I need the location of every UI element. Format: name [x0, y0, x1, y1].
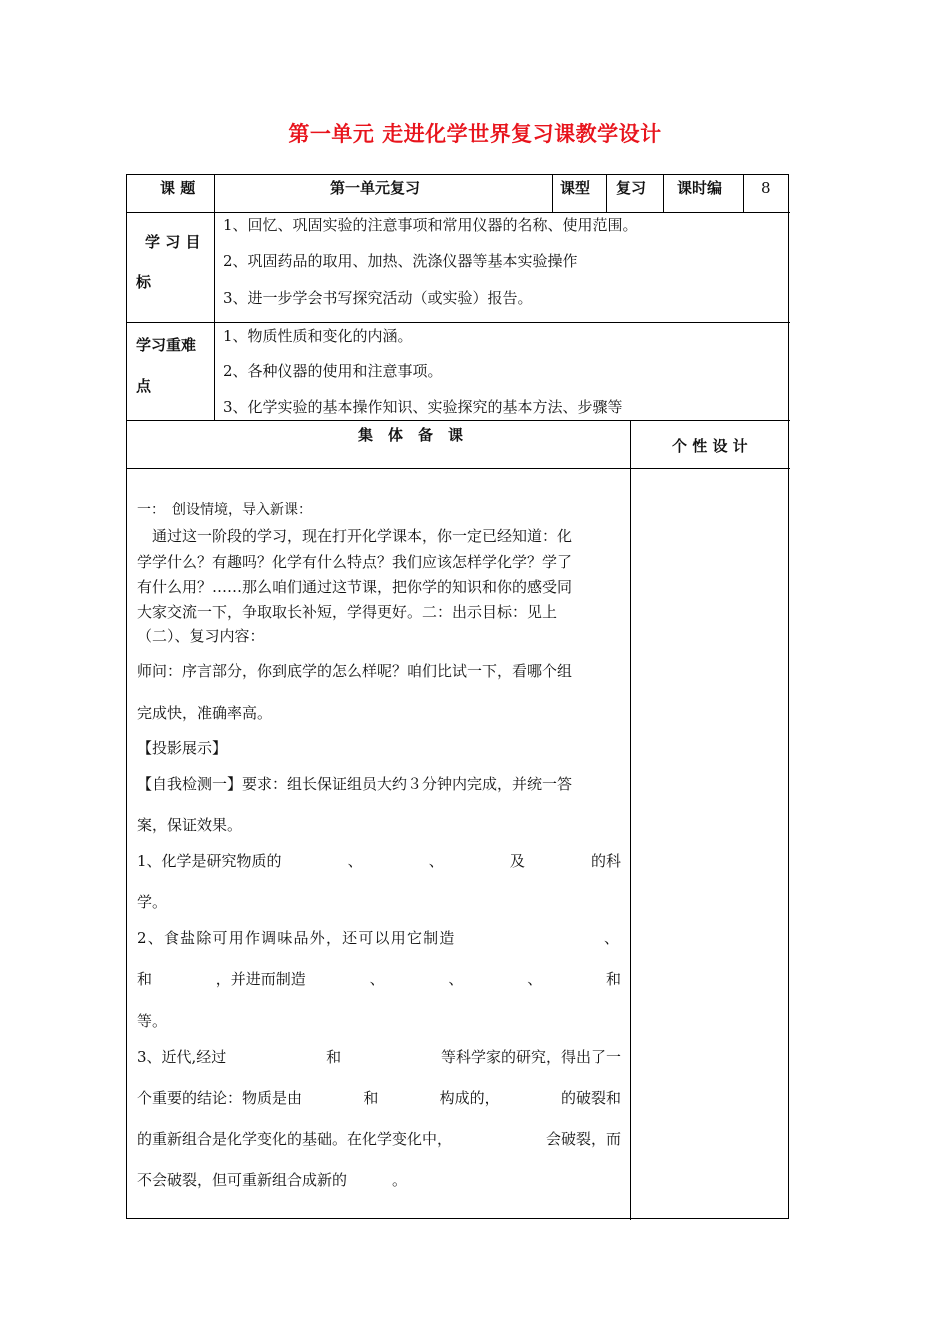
- objective-item: 3、进一步学会书写探究活动（或实验）报告。: [223, 289, 533, 307]
- collective-header: 集 体 备 课: [358, 426, 464, 444]
- self-check-cont: 案，保证效果。: [137, 816, 243, 834]
- question-1: 1、化学是研究物质的 、 、 及 的科: [137, 852, 621, 870]
- objective-item: 2、巩固药品的取用、加热、洗涤仪器等基本实验操作: [223, 252, 578, 270]
- personal-header: 个 性 设 计: [672, 437, 748, 455]
- intro-line: 学学什么？有趣吗？化学有什么特点？我们应该怎样学化学？学了: [137, 553, 573, 571]
- question-2: 2、食盐除可用作调味品外，还可以用它制造: [137, 929, 456, 947]
- topic-value: 第一单元复习: [330, 179, 421, 197]
- objective-item: 1、回忆、巩固实验的注意事项和常用仪器的名称、使用范围。: [223, 216, 638, 234]
- intro-heading: 一： 创设情境，导入新课：: [137, 502, 312, 518]
- intro-line: （二）、复习内容：: [137, 627, 265, 645]
- keypoint-item: 2、各种仪器的使用和注意事项。: [223, 362, 443, 380]
- intro-line: 大家交流一下，争取取长补短，学得更好。二：出示目标：见上: [137, 603, 558, 621]
- keypoint-item: 3、化学实验的基本操作知识、实验探究的基本方法、步骤等: [223, 398, 623, 416]
- period-label: 课时编: [677, 179, 723, 197]
- teacher-question-cont: 完成快，准确率高。: [137, 704, 273, 722]
- projection-label: 【投影展示】: [137, 739, 228, 757]
- question-2-line2: 和 ，并进而制造 、 、 、 和: [137, 970, 621, 988]
- question-3: 3、近代,经过 和 等科学家的研究，得出了一: [137, 1048, 621, 1066]
- period-value: 8: [761, 179, 771, 197]
- objectives-label-line2: 标: [136, 273, 152, 291]
- document-title: 第一单元 走进化学世界复习课教学设计: [288, 121, 662, 146]
- question-3-line4: 不会破裂，但可重新组合成新的 。: [137, 1171, 408, 1189]
- question-2-tail: 等。: [137, 1012, 168, 1030]
- question-3-line2: 个重要的结论：物质是由 和 构成的， 的破裂和: [137, 1089, 621, 1107]
- intro-line: 通过这一阶段的学习，现在打开化学课本，你一定已经知道：化: [137, 527, 573, 545]
- intro-line: 有什么用？……那么咱们通过这节课，把你学的知识和你的感受同: [137, 578, 573, 596]
- topic-label: 课 题: [160, 179, 196, 197]
- question-1-tail: 学。: [137, 893, 168, 911]
- keypoint-item: 1、物质性质和变化的内涵。: [223, 327, 413, 345]
- self-check-heading: 【自我检测一】要求：组长保证组员大约３分钟内完成，并统一答: [137, 775, 573, 793]
- teacher-question: 师问：序言部分，你到底学的怎么样呢？咱们比试一下，看哪个组: [137, 662, 573, 680]
- keypoints-label-line2: 点: [136, 377, 152, 395]
- keypoints-label-line1: 学习重难: [136, 336, 197, 354]
- type-value: 复习: [616, 179, 647, 197]
- objectives-label-line1: 学 习 目: [145, 233, 201, 251]
- type-label: 课型: [560, 179, 591, 197]
- question-2-sep: 、: [604, 929, 620, 947]
- question-3-line3: 的重新组合是化学变化的基础。在化学变化中， 会破裂，而: [137, 1130, 621, 1148]
